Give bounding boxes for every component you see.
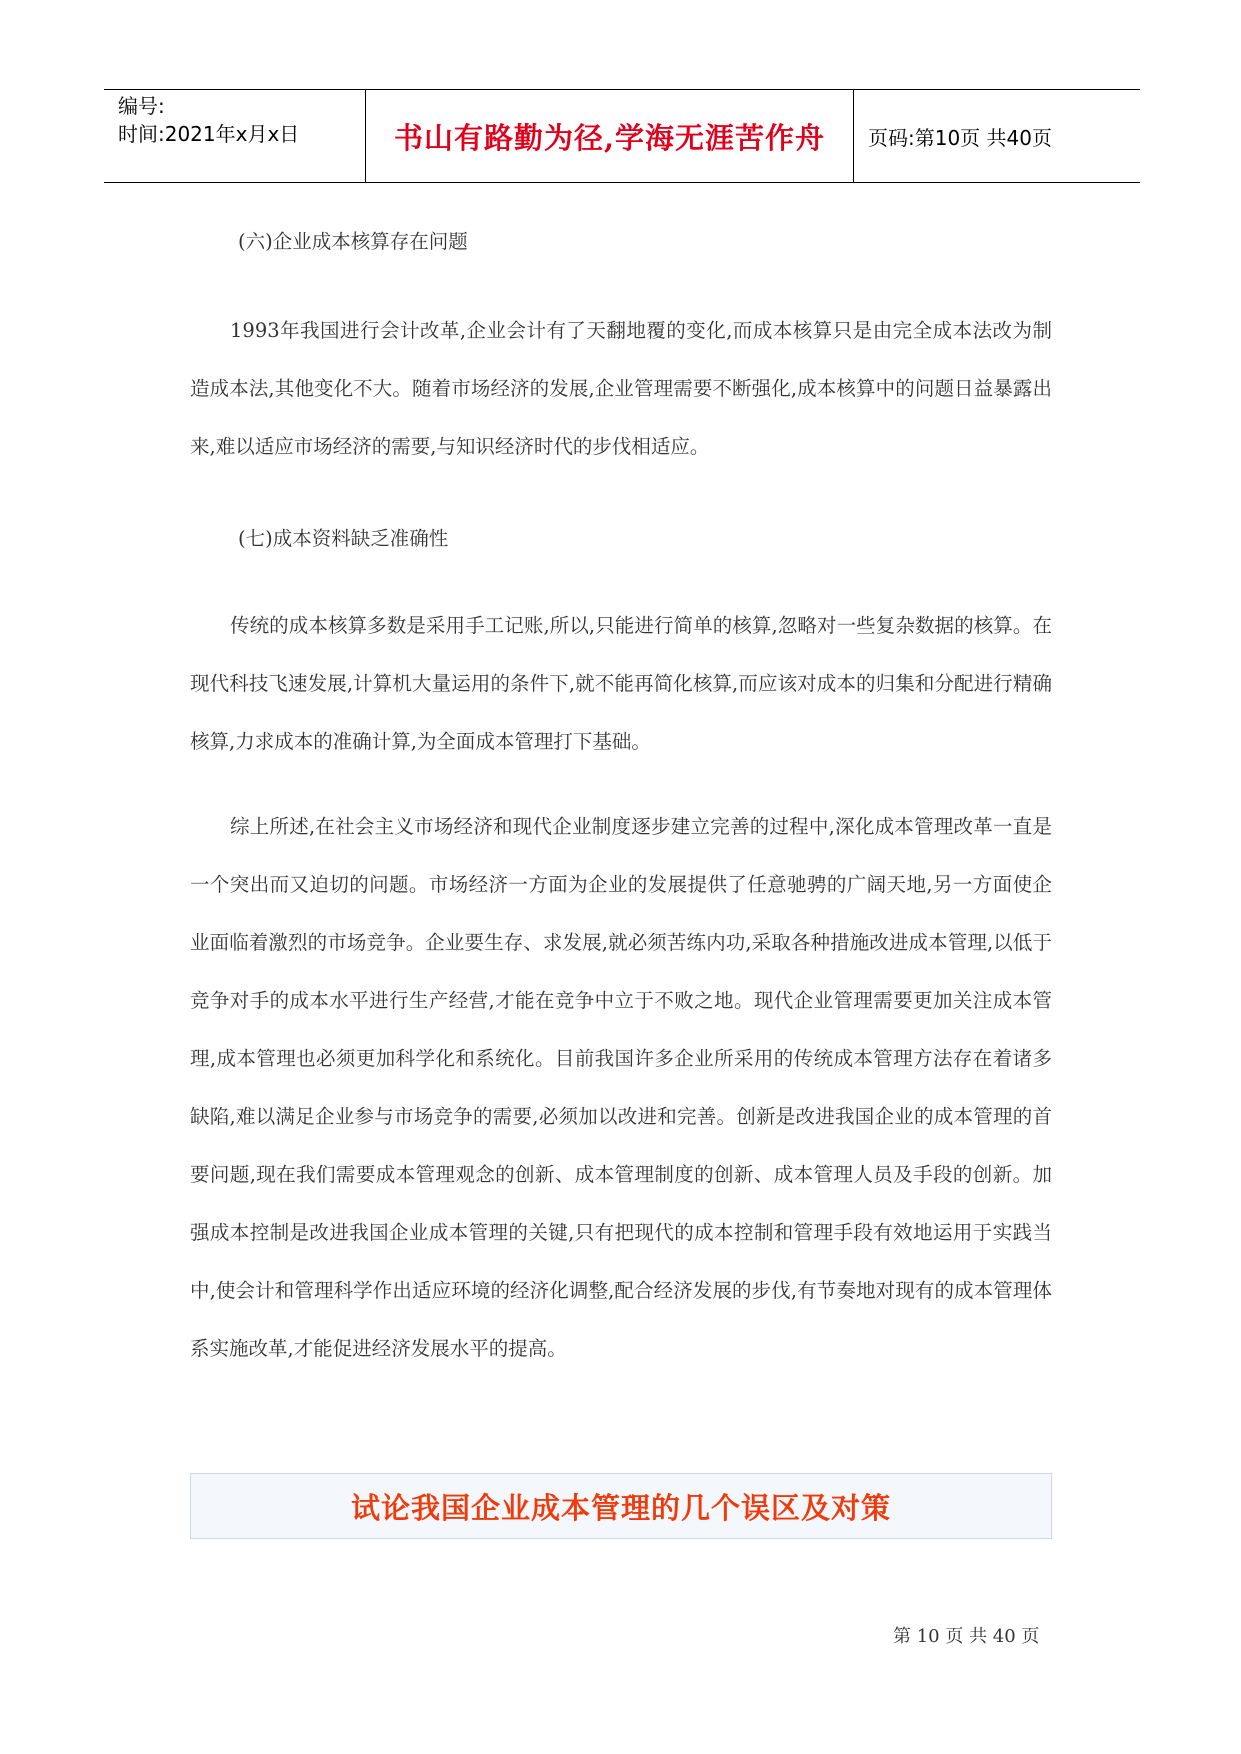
page-footer: 第 10 页 共 40 页 <box>893 1626 1040 1647</box>
banner-title: 试论我国企业成本管理的几个误区及对策 <box>190 1473 1052 1539</box>
section-heading-7: (七)成本资料缺乏准确性 <box>238 527 449 550</box>
paragraph-text: 传统的成本核算多数是采用手工记账,所以,只能进行简单的核算,忽略对一些复杂数据的核算。在现代科技飞速发展,计算机大量运用的条件下,就不能再简化核算,而应该对成本的归集和分配进行精确核算,力求成本的准确计算,为全面成本管理打下基础。 <box>190 614 1052 753</box>
paragraph-text: 1993年我国进行会计改革,企业会计有了天翻地覆的变化,而成本核算只是由完全成本法改为制造成本法,其他变化不大。随着市场经济的发展,企业管理需要不断强化,成本核算中的问题日益暴露出来,难以适应市场经济的需要,与知识经济时代的步伐相适应。 <box>190 319 1052 458</box>
summary-paragraph <box>190 798 1052 1378</box>
header-page-info: 页码:第10页 共40页 <box>868 125 1052 150</box>
section-heading-6: (六)企业成本核算存在问题 <box>238 230 468 253</box>
header-meta <box>104 90 366 182</box>
page-header <box>104 89 1140 183</box>
paragraph-text: 综上所述,在社会主义市场经济和现代企业制度逐步建立完善的过程中,深化成本管理改革一直是一个突出而又迫切的问题。市场经济一方面为企业的发展提供了任意驰骋的广阔天地,另一方面使企业面临着激烈的市场竞争。企业要生存、求发展,就必须苦练内功,采取各种措施改进成本管理,以低于竞争对手的成本水平进行生产经营,才能在竞争中立于不败之地。现代企业管理需要更加关注成本管理,成本管理也必须更加科学化和系统化。目前我国许多企业所采用的传统成本管理方法存在着诸多缺陷,难以满足企业参与市场竞争的需要,必须加以改进和完善。创新是改进我国企业的成本管理的首要问题,现在我们需要成本管理观念的创新、成本管理制度的创新、成本管理人员及手段的创新。加强成本控制是改进我国企业成本管理的关键,只有把现代的成本控制和管理手段有效地运用于实践当中,使会计和管理科学作出适应环境的经济化调整,配合经济发展的步伐,有节奏地对现有的成本管理体系实施改革,才能促进经济发展水平的提高。 <box>190 815 1052 1360</box>
header-motto: 书山有路勤为径,学海无涯苦作舟 <box>366 90 854 182</box>
time-label: 时间:2021年x月x日 <box>118 122 300 146</box>
section-paragraph-6 <box>190 302 1052 476</box>
number-label: 编号: <box>118 94 165 118</box>
section-paragraph-7 <box>190 597 1052 771</box>
